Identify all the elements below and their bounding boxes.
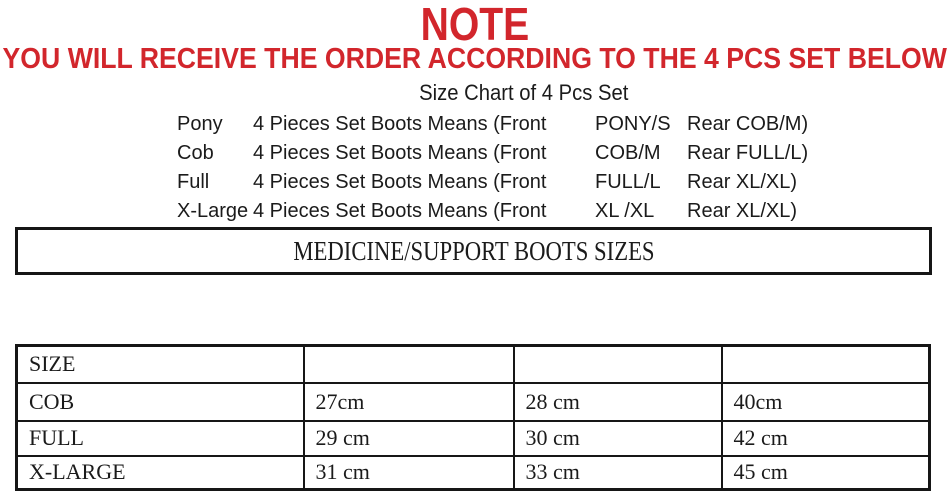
set-description: 4 Pieces Set Boots Means (Front <box>253 171 547 193</box>
section-title: MEDICINE/SUPPORT BOOTS SIZES <box>292 235 655 266</box>
rear-size-value: Rear XL/XL) <box>687 171 798 193</box>
set-size-label: Cob <box>177 142 214 164</box>
pcs-set-line-full <box>177 168 950 197</box>
pcs-set-lines <box>177 110 950 226</box>
section-title-box <box>15 227 932 275</box>
pcs-set-line-cob <box>177 139 950 168</box>
pcs-set-line-pony <box>177 110 950 139</box>
table-row-xlarge <box>17 456 930 490</box>
note-heading-text: NOTE <box>420 0 530 50</box>
header-cell-size: SIZE <box>17 346 304 383</box>
measure-cell: 30 cm <box>514 421 722 456</box>
header-cell-empty-2 <box>514 346 722 383</box>
table-header-row <box>17 346 930 383</box>
pcs-set-line-xlarge <box>177 197 950 226</box>
table-row-full <box>17 421 930 456</box>
measure-cell: 31 cm <box>304 456 514 490</box>
set-size-label: Full <box>177 171 210 193</box>
note-heading <box>0 0 950 48</box>
measure-cell: 27cm <box>304 383 514 421</box>
row-label: X-LARGE <box>17 456 304 490</box>
table-row-cob <box>17 383 930 421</box>
rear-size-value: Rear FULL/L) <box>687 142 809 164</box>
rear-size-value: Rear COB/M) <box>687 113 809 135</box>
measure-cell: 45 cm <box>722 456 930 490</box>
front-size-value: FULL/L <box>595 171 661 193</box>
set-description: 4 Pieces Set Boots Means (Front <box>253 142 547 164</box>
measure-cell: 28 cm <box>514 383 722 421</box>
order-note-headline-text: YOU WILL RECEIVE THE ORDER ACCORDING TO THE 4 PCS SET BELOW <box>2 43 948 75</box>
size-chart-subtitle-text: Size Chart of 4 Pcs Set <box>419 80 629 105</box>
set-size-label: Pony <box>177 113 223 135</box>
size-chart-subtitle <box>49 80 950 106</box>
measure-cell: 33 cm <box>514 456 722 490</box>
measure-cell: 29 cm <box>304 421 514 456</box>
front-size-value: PONY/S <box>595 113 671 135</box>
front-size-value: COB/M <box>595 142 661 164</box>
header-cell-empty-3 <box>722 346 930 383</box>
sizes-table <box>15 344 931 491</box>
row-label: FULL <box>17 421 304 456</box>
measure-cell: 40cm <box>722 383 930 421</box>
header-cell-empty-1 <box>304 346 514 383</box>
row-label: COB <box>17 383 304 421</box>
set-description: 4 Pieces Set Boots Means (Front <box>253 113 547 135</box>
set-size-label: X-Large <box>177 200 249 222</box>
measure-cell: 42 cm <box>722 421 930 456</box>
order-note-headline <box>0 43 950 76</box>
set-description: 4 Pieces Set Boots Means (Front <box>253 200 547 222</box>
rear-size-value: Rear XL/XL) <box>687 200 798 222</box>
front-size-value: XL /XL <box>595 200 655 222</box>
